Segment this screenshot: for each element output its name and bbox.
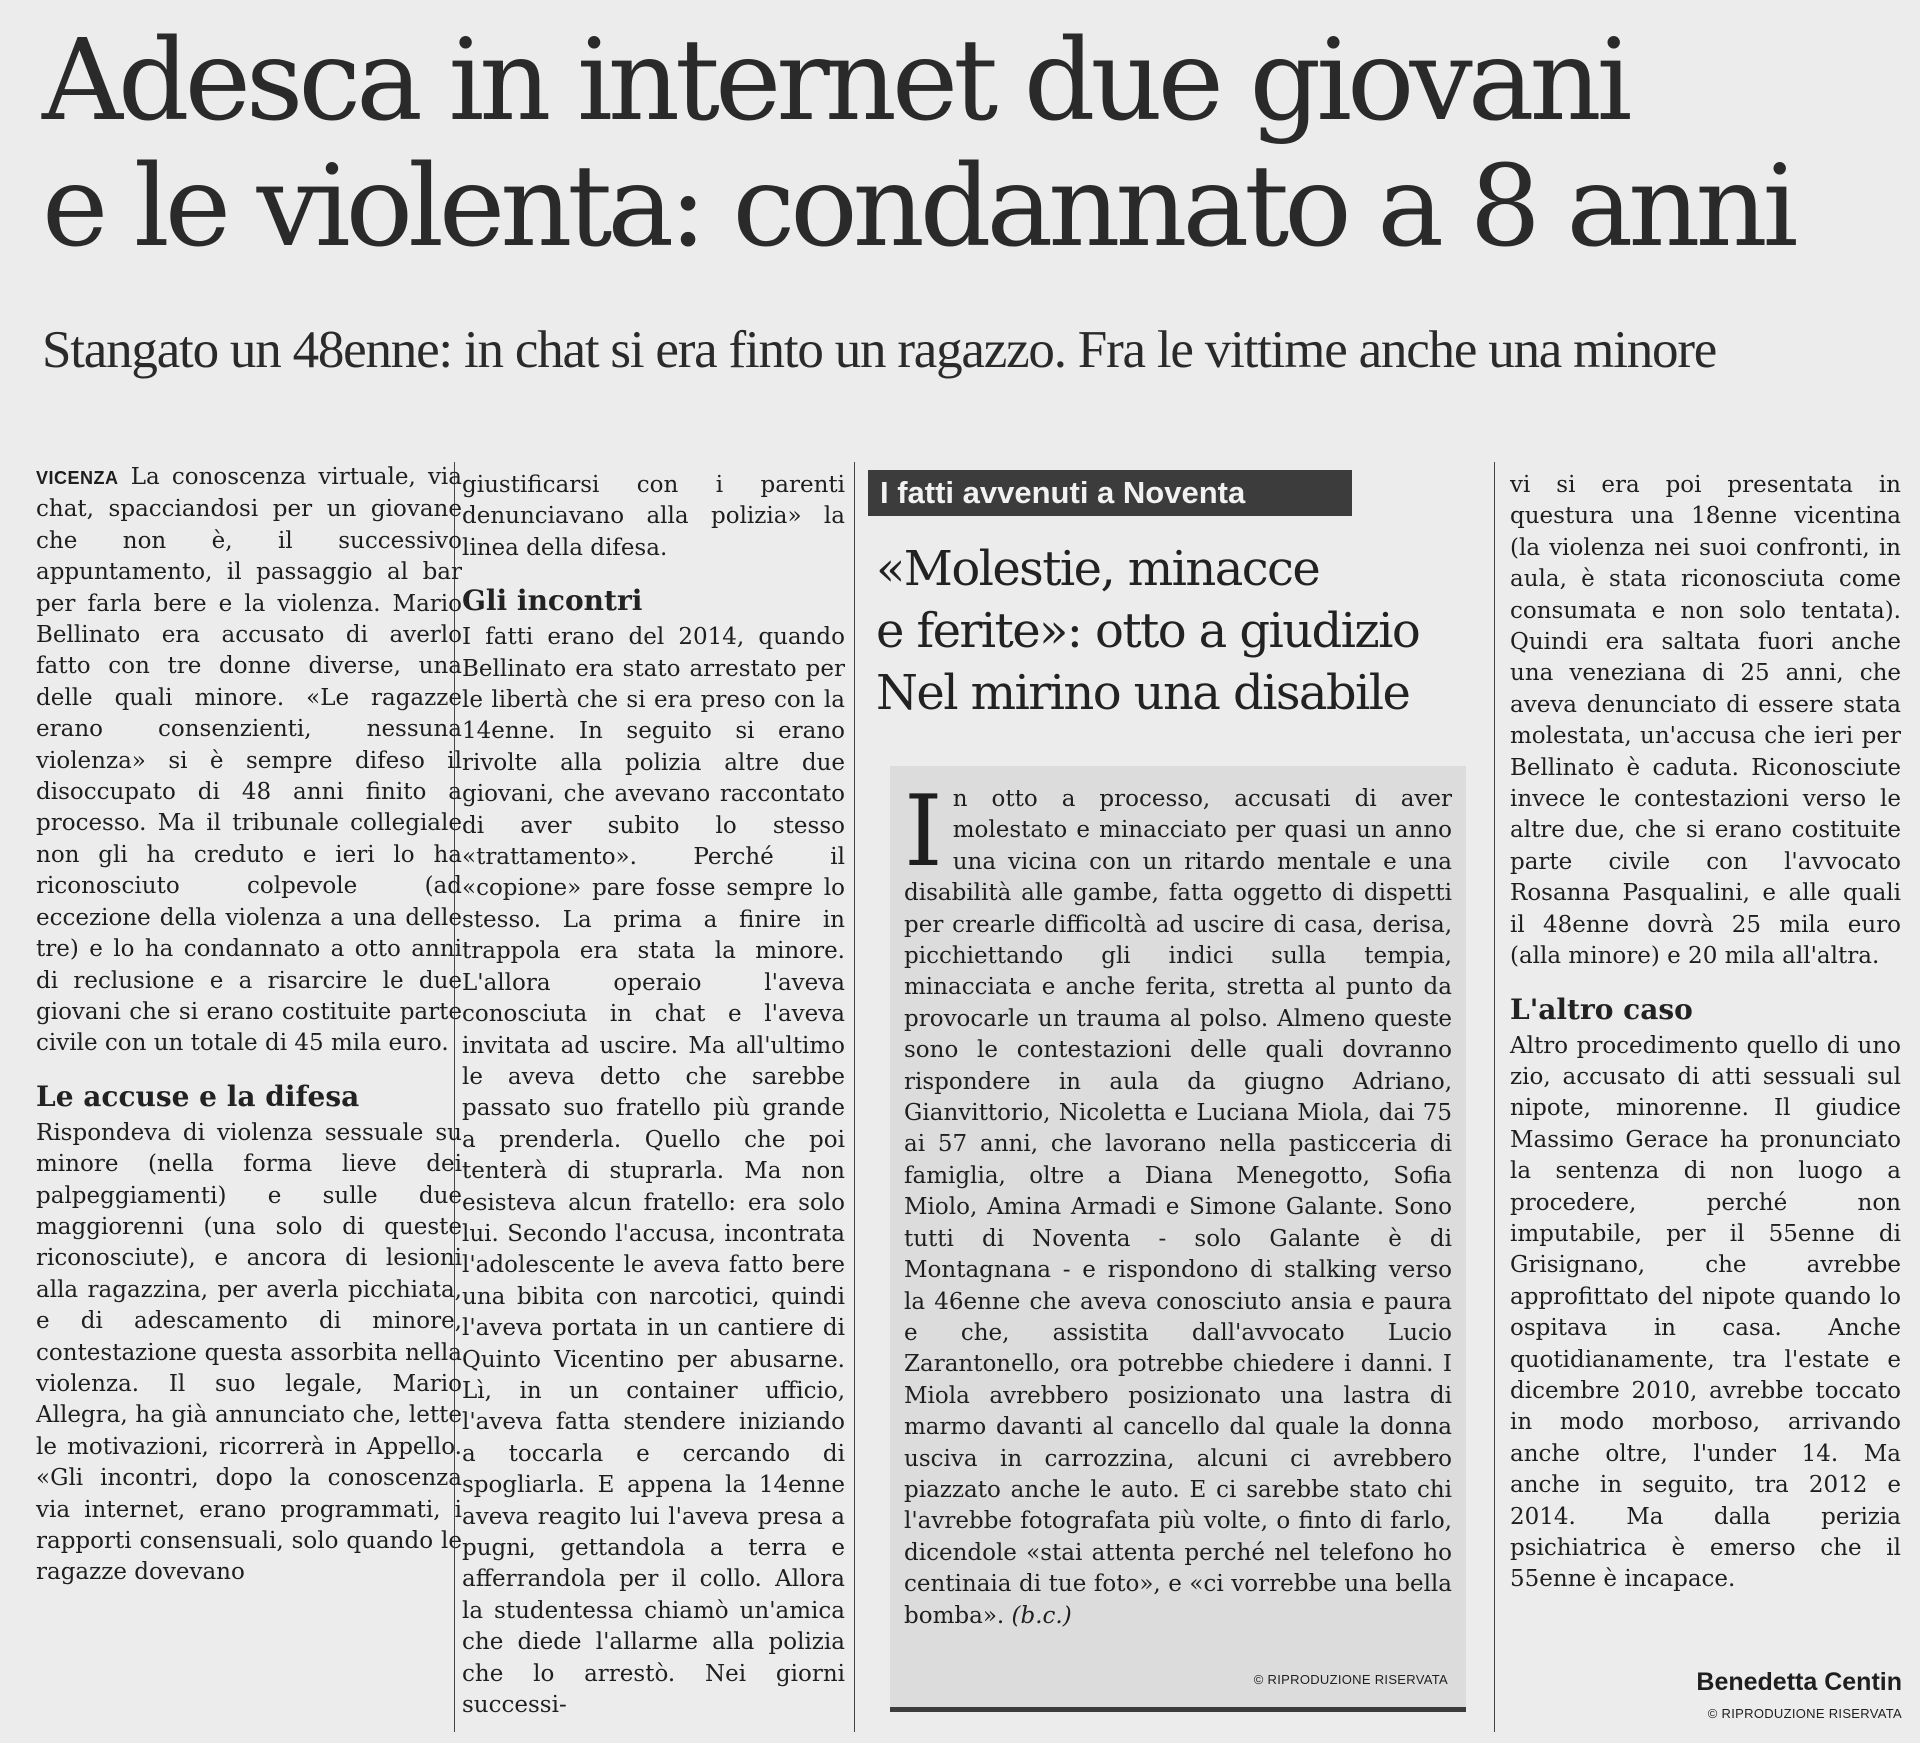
section-text-altro-caso: Altro procedimento quello di uno zio, accusato di atti sessuali sul nipote, minorenne. Il giudice Massimo Gerace ha pronunciato la sentenza di non luogo a procedere, perché non imputabile, per il 55enne di Grisignano, che avrebbe approfittato del nipote quando lo ospitava in casa. Anche quotidianamente, tra l'estate e dicembre 2010, avrebbe toccato in modo morboso, arrivando anche oltre, l'under 14. Ma anche in seguito, tra 2012 e 2014. Ma dalla perizia psichiatrica è emerso che il 55enne è incapace. <box>1510 1032 1901 1593</box>
column-rule <box>1494 462 1495 1732</box>
sidebar-title-line-3: Nel mirino una disabile <box>876 665 1410 721</box>
section-heading-accuse: Le accuse e la difesa <box>36 1079 360 1113</box>
headline-line-2: e le violenta: condannato a 8 anni <box>42 142 1794 272</box>
headline-line-1: Adesca in internet due giovani <box>42 16 1628 146</box>
continuation-text: giustificarsi con i parenti denunciavano alla polizia» la linea della difesa. <box>462 472 845 561</box>
continuation-text-2: vi si era poi presentata in questura una 18enne vicentina (la violenza nei suoi confronti, in aula, è stata riconosciuta come consumata e non solo tentata). Quindi era saltata fuori anche una veneziana di 25 anni, che aveva denunciato di essere stata molestata, un'accusa che ieri per Bellinato è caduta. Riconosciute invece le contestazioni verso le altre due, che si erano costituite parte civile con l'avvocato Rosanna Pasqualini, e alle quali il 48enne dovrà 25 mila euro (alla minore) e 20 mila all'altra. <box>1510 472 1901 970</box>
section-heading-altro-caso: L'altro caso <box>1510 992 1693 1026</box>
lead-paragraph <box>36 462 462 1060</box>
sidebar-signature: (b.c.) <box>1011 1602 1072 1629</box>
article-column-4 <box>1510 470 1901 1596</box>
sidebar-title-line-2: e ferite»: otto a giudizio <box>876 603 1420 659</box>
column-rule <box>854 462 855 1732</box>
sidebar-title <box>876 538 1476 724</box>
article-column-2 <box>462 470 845 1721</box>
byline: Benedetta Centin <box>1696 1668 1902 1696</box>
sidebar-title-line-1: «Molestie, minacce <box>876 541 1320 597</box>
lead-text: La conoscenza virtuale, via chat, spacciandosi per un giovane che non è, il successivo appuntamento, il passaggio al bar per farla bere e la violenza. Mario Bellinato era accusato di averlo fatto con tre donne diverse, una delle quali minore. «Le ragazze erano consenzienti, nessuna violenza» si è sempre difeso il disoccupato di 48 anni finito a processo. Ma il tribunale collegiale non gli ha creduto e ieri lo ha riconosciuto colpevole (ad eccezione della violenza a una delle tre) e lo ha condannato a otto anni di reclusione e a risarcire le due giovani che si erano costituite parte civile con un totale di 45 mila euro. <box>36 464 463 1057</box>
sidebar-paragraph <box>904 775 1452 1632</box>
sidebar-copyright: © RIPRODUZIONE RISERVATA <box>1253 1671 1448 1687</box>
section-text-accuse: Rispondeva di violenza sessuale su minore (nella forma lieve dei palpeggiamenti) e sulle due maggiorenni (una solo di queste riconosciute), e ancora di lesioni alla ragazzina, per averla picchiata, e di adescamento di minore, contestazione questa assorbita nella violenza. Il suo legale, Mario Allegra, ha già annunciato che, lette le motivazioni, ricorrerà in Appello. «Gli incontri, dopo la conoscenza via internet, erano programmati, i rapporti consensuali, solo quando le ragazze dovevano <box>36 1119 462 1586</box>
headline <box>42 18 1902 270</box>
sidebar-text: n otto a processo, accusati di aver molestato e minacciato per quasi un anno una vicina con un ritardo mentale e una disabilità alle gambe, fatta oggetto di dispetti per crearle difficoltà ad uscire di casa, derisa, picchiettando gli indici sulla tempia, minacciata e anche ferita, stretta al punto da provocarle un trauma al polso. Almeno queste sono le contestazioni delle quali dovranno rispondere in aula da giugno Adriano, Gianvittorio, Nicoletta e Luciana Miola, dai 75 ai 57 anni, che lavorano nella pasticceria di famiglia, oltre a Diana Menegotto, Sofia Miolo, Amina Armadi e Simone Galante. Sono tutti di Noventa - solo Galante è di Montagnana - e rispondono di stalking verso la 46enne che aveva conosciuto ansia e paura e che, assistita dall'avvocato Lucio Zarantonello, ora potrebbe chiedere i danni. I Miola avrebbero posizionato una lastra di marmo davanti al cancello dal quale la donna usciva in carrozzina, alcuni ci avrebbero piazzato anche le auto. E ci sarebbe stato chi l'avrebbe fotografata più volte, o finto di farlo, dicendole «stai attenta perché nel telefono ho centinaia di tue foto», e «ci vorrebbe una bella bomba». <box>904 786 1452 1629</box>
drop-cap: I <box>904 775 943 889</box>
article-column-1 <box>36 462 462 1589</box>
sidebar-body <box>890 766 1466 1712</box>
subheadline: Stangato un 48enne: in chat si era finto un ragazzo. Fra le vittime anche una minore <box>42 321 1717 379</box>
copyright-notice: © RIPRODUZIONE RISERVATA <box>1707 1706 1902 1721</box>
sidebar-label: I fatti avvenuti a Noventa <box>868 470 1352 516</box>
sidebar-box <box>868 470 1474 1725</box>
dateline: VICENZA <box>36 468 119 488</box>
section-heading-incontri: Gli incontri <box>462 584 643 618</box>
section-text-incontri: I fatti erano del 2014, quando Bellinato era stato arrestato per le libertà che si era preso con la 14enne. In seguito si erano rivolte alla polizia altre due giovani, che avevano raccontato di aver subito lo stesso «trattamento». Perché il «copione» pare fosse sempre lo stesso. La prima a finire in trappola era stata la minore. L'allora operaio l'aveva conosciuta in chat e l'aveva invitata ad uscire. Ma all'ultimo le aveva detto che sarebbe passato suo fratello più grande a prenderla. Quello che poi tenterà di stuprarla. Ma non esisteva alcun fratello: era solo lui. Secondo l'accusa, incontrata l'adolescente le aveva fatto bere una bibita con narcotici, quindi l'aveva portata in un cantiere di Quinto Vicentino per abusarne. Lì, in un container ufficio, l'aveva fatta stendere iniziando a toccarla e cercando di spogliarla. E appena la 14enne aveva reagito lui l'aveva presa a pugni, gettandola a terra e afferrandola per il collo. Allora la studentessa chiamò un'amica che diede l'allarme alla polizia che lo arrestò. Nei giorni successi- <box>462 624 845 1719</box>
